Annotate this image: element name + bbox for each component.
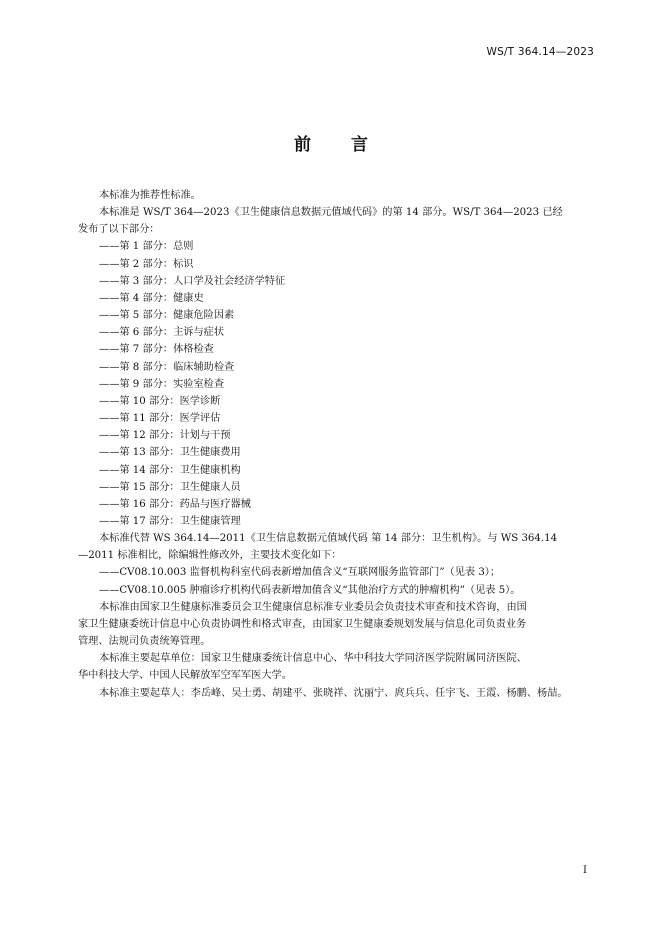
- paragraph: 本标准由国家卫生健康标准委员会卫生健康信息标准专业委员会负责技术审查和技术咨询，由国: [99, 601, 527, 613]
- list-item: ——第 10 部分：医学诊断: [99, 395, 221, 407]
- list-item: ——第 16 部分：药品与医疗器械: [99, 498, 251, 510]
- list-item: ——第 12 部分：计划与干预: [99, 430, 231, 442]
- page-title-part1: 前: [294, 135, 311, 155]
- paragraph: 本标准代替 WS 364.14—2011《卫生信息数据元值域代码 第 14 部分：卫生机构》。与 WS 364.14: [99, 533, 558, 545]
- paragraph: 本标准为推荐性标准。: [99, 190, 201, 201]
- document-body: [78, 187, 608, 702]
- paragraph: 本标准主要起草人：李岳峰、吴士勇、胡建平、张晓祥、沈丽宁、庹兵兵、任宇飞、王霞、杨鹏、杨喆。: [99, 687, 568, 699]
- list-item: ——第 2 部分：标识: [99, 258, 194, 270]
- list-item: ——第 17 部分：卫生健康管理: [99, 515, 241, 527]
- paragraph: 本标准主要起草单位：国家卫生健康委统计信息中心、华中科技大学同济医学院附属同济医院、: [99, 653, 527, 665]
- list-item: ——第 1 部分：总则: [99, 241, 194, 253]
- page-number: I: [583, 865, 587, 876]
- paragraph-continuation: 发布了以下部分：: [78, 224, 160, 236]
- list-item: ——第 6 部分：主诉与症状: [99, 327, 225, 339]
- list-item: ——第 5 部分：健康危险因素: [99, 310, 235, 322]
- change-item: ——CV08.10.003 监督机构科室代码表新增加值含义“互联网服务监管部门”（见表 3）；: [99, 567, 501, 579]
- paragraph-continuation: —2011 标准相比，除编辑性修改外，主要技术变化如下：: [78, 550, 342, 562]
- change-item: ——CV08.10.005 肿瘤诊疗机构代码表新增加值含义“其他治疗方式的肿瘤机构”（见表 5）。: [99, 584, 521, 596]
- list-item: ——第 7 部分：体格检查: [99, 344, 214, 356]
- list-item: ——第 13 部分：卫生健康费用: [99, 447, 241, 459]
- standard-code: WS/T 364.14—2023: [486, 46, 594, 58]
- page-title-part2: 言: [351, 135, 368, 155]
- list-item: ——第 15 部分：卫生健康人员: [99, 481, 241, 493]
- paragraph: 本标准是 WS/T 364—2023《卫生健康信息数据元值域代码》的第 14 部分。WS/T 364—2023 已经: [99, 207, 563, 219]
- list-item: ——第 11 部分：医学评估: [99, 413, 221, 425]
- list-item: ——第 8 部分：临床辅助检查: [99, 361, 235, 373]
- page-title: [0, 130, 662, 155]
- list-item: ——第 3 部分：人口学及社会经济学特征: [99, 275, 286, 287]
- paragraph-continuation: 管理、法规司负责统筹管理。: [78, 636, 211, 648]
- list-item: ——第 4 部分：健康史: [99, 292, 204, 304]
- paragraph-continuation: 华中科技大学、中国人民解放军空军军医大学。: [78, 670, 292, 682]
- paragraph-continuation: 家卫生健康委统计信息中心负责协调性和格式审查，由国家卫生健康委规划发展与信息化司负责业务: [78, 618, 527, 630]
- list-item: ——第 14 部分：卫生健康机构: [99, 464, 241, 476]
- list-item: ——第 9 部分：实验室检查: [99, 378, 225, 390]
